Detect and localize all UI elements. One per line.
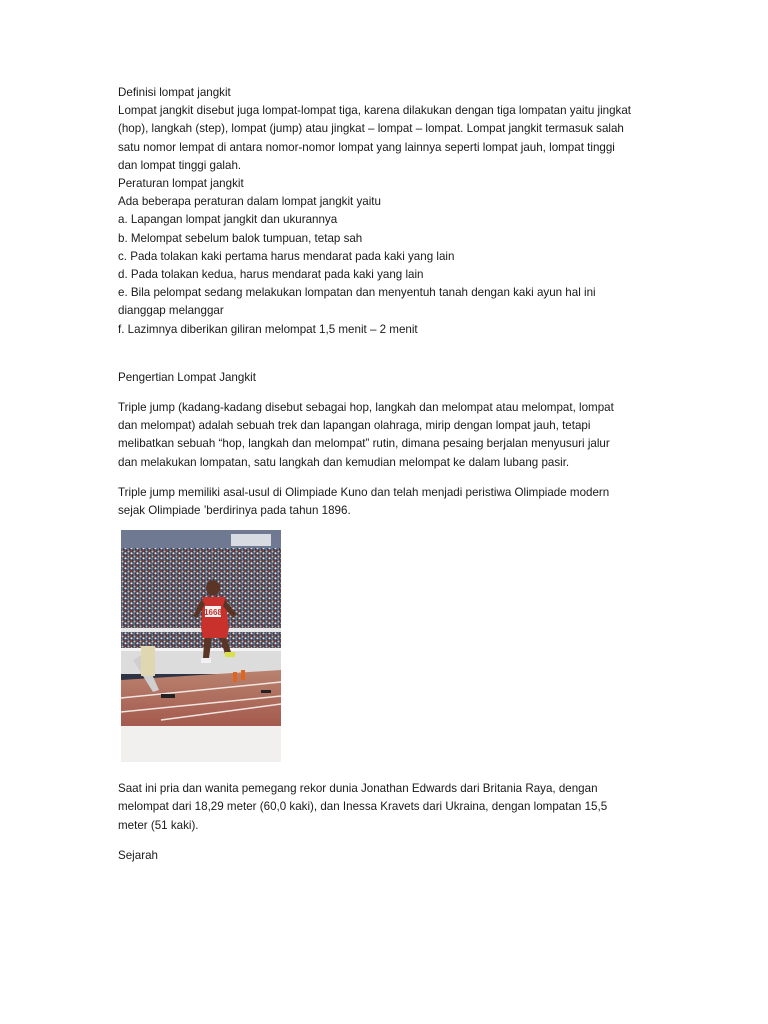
definisi-line: satu nomor lempat di antara nomor-nomor lompat yang lainnya seperti lompat jauh, lompat tinggi bbox=[118, 140, 615, 154]
rule-item: a. Lapangan lompat jangkit dan ukurannya bbox=[118, 213, 338, 227]
rule-item: c. Pada tolakan kaki pertama harus mendarat pada kaki yang lain bbox=[118, 249, 455, 263]
heading-peraturan: Peraturan lompat jangkit bbox=[118, 177, 244, 191]
heading-pengertian: Pengertian Lompat Jangkit bbox=[118, 370, 256, 384]
heading-definisi: Definisi lompat jangkit bbox=[118, 86, 231, 99]
rule-item: dianggap melanggar bbox=[118, 304, 224, 318]
pengertian-paragraph-2 bbox=[118, 484, 648, 520]
definisi-line: Lompat jangkit disebut juga lompat-lompat tiga, karena dilakukan dengan tiga lompatan yaitu jingkat bbox=[118, 104, 632, 118]
paragraph-line: sejak Olimpiade ’berdirinya pada tahun 1896. bbox=[118, 504, 351, 518]
heading-sejarah: Sejarah bbox=[118, 848, 158, 862]
peraturan-intro: Ada beberapa peraturan dalam lompat jangkit yaitu bbox=[118, 195, 381, 209]
paragraph-line: Triple jump memiliki asal-usul di Olimpiade Kuno dan telah menjadi peristiwa Olimpiade modern bbox=[118, 485, 610, 499]
paragraph-line: dan melakukan lompatan, satu langkah dan kemudian melompat ke dalam lubang pasir. bbox=[118, 455, 570, 469]
triple-jump-photo bbox=[121, 530, 281, 762]
rule-item: e. Bila pelompat sedang melakukan lompatan dan menyentuh tanah dengan kaki ayun hal ini bbox=[118, 286, 596, 300]
record-paragraph bbox=[118, 780, 648, 835]
rule-item: d. Pada tolakan kedua, harus mendarat pada kaki yang lain bbox=[118, 268, 424, 282]
rule-item: f. Lazimnya diberikan giliran melompat 1,5 menit – 2 menit bbox=[118, 322, 418, 336]
definisi-line: dan lompat tinggi galah. bbox=[118, 158, 242, 172]
pengertian-paragraph-1 bbox=[118, 399, 648, 472]
paragraph-line: meter (51 kaki). bbox=[118, 818, 199, 832]
document-body bbox=[118, 84, 648, 865]
paragraph-line: melompat dari 18,29 meter (60,0 kaki), dan Inessa Kravets dari Ukraina, dengan lompatan 15,5 bbox=[118, 800, 608, 814]
paragraph-line: melibatkan sebuah “hop, langkah dan melompat” rutin, dimana pesaing berjalan menyusuri jalur bbox=[118, 437, 610, 451]
rule-item: b. Melompat sebelum balok tumpuan, tetap sah bbox=[118, 231, 363, 245]
paragraph-line: dan melompat) adalah sebuah trek dan lapangan olahraga, mirip dengan lompat jauh, tetapi bbox=[118, 419, 591, 433]
definisi-line: (hop), langkah (step), lompat (jump) atau jingkat – lompat – lompat. Lompat jangkit termasuk salah bbox=[118, 122, 624, 136]
athlete-bib-number: 1668 bbox=[204, 608, 222, 618]
paragraph-line: Triple jump (kadang-kadang disebut sebagai hop, langkah dan melompat atau melompat, lompat bbox=[118, 401, 614, 415]
paragraph-line: Saat ini pria dan wanita pemegang rekor dunia Jonathan Edwards dari Britania Raya, dengan bbox=[118, 782, 598, 796]
